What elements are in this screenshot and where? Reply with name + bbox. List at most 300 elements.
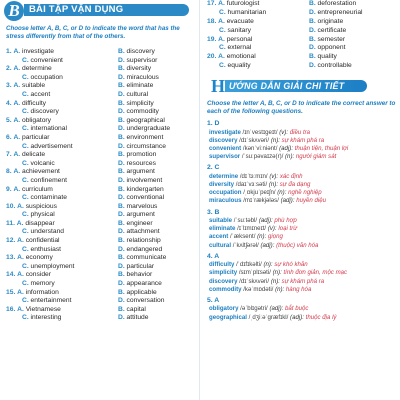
vocab-line: [201, 173, 400, 181]
option-c: [22, 297, 71, 306]
vocab-line: [201, 225, 400, 233]
option-letter: C.: [22, 176, 31, 184]
option-letter: A.: [13, 99, 22, 107]
option-text: consider: [25, 271, 51, 279]
vocab-ipa: /dɪˈtɜːmɪn/: [239, 172, 268, 180]
option-text: occupation: [30, 73, 63, 81]
question-row: [201, 53, 400, 62]
vocab-word: simplicity: [209, 269, 238, 277]
vocab-pos: (n):: [268, 180, 279, 188]
option-d: [309, 44, 345, 53]
vocab-ipa: /dɪˈskʌvəri/: [239, 277, 270, 285]
vocab-line: [201, 197, 400, 205]
question-number: 6.: [6, 133, 12, 141]
option-text: information: [25, 288, 59, 296]
option-c: [22, 194, 67, 203]
option-letter: D.: [309, 26, 318, 34]
option-text: discovery: [126, 48, 155, 55]
option-d: [118, 143, 166, 152]
question-number: 13.: [6, 254, 16, 262]
option-letter: C.: [22, 314, 31, 322]
option-letter: D.: [118, 108, 127, 116]
option-c: [22, 108, 59, 117]
option-letter: A.: [13, 65, 22, 73]
answer-block: [201, 120, 400, 163]
option-letter: C.: [219, 62, 228, 70]
question-row: [0, 143, 200, 152]
vocab-meaning: hàng hóa: [285, 285, 312, 293]
option-b: [309, 18, 343, 27]
question-row: [0, 271, 200, 280]
vocab-word: discovery: [209, 277, 238, 285]
vocab-meaning: huyền diệu: [296, 197, 327, 205]
vocab-meaning: sự khám phá ra: [281, 136, 325, 144]
question-item: [0, 48, 200, 65]
option-text: kindergarten: [126, 185, 164, 193]
option-text: economy: [25, 254, 53, 262]
spacer: [201, 250, 400, 252]
option-a: [207, 36, 252, 45]
question-item: [0, 82, 200, 99]
option-letter: A.: [17, 254, 26, 262]
option-text: unemployment: [30, 262, 75, 270]
option-text: particular: [126, 262, 155, 270]
option-b: [118, 82, 153, 91]
option-text: applicable: [126, 288, 157, 296]
question-number: 12.: [6, 237, 16, 245]
option-text: originate: [317, 17, 344, 25]
option-b: [118, 134, 163, 143]
option-letter: C.: [22, 228, 31, 236]
option-text: geographical: [126, 116, 165, 124]
question-row: [201, 62, 400, 71]
question-item: [0, 168, 200, 185]
spacer: [201, 161, 400, 163]
option-b: [309, 36, 345, 45]
vocab-word: investigate: [209, 128, 241, 136]
question-row: [201, 36, 400, 45]
vocab-line: [201, 233, 400, 241]
question-number: 18.: [207, 17, 217, 25]
option-a: [207, 0, 259, 9]
vocab-meaning: thuận tiện, thuận lợi: [294, 144, 349, 152]
vocab-ipa: /ɪˈlɪmɪneɪt/: [237, 225, 267, 233]
question-row: [0, 220, 200, 229]
option-text: endangered: [126, 245, 163, 253]
question-item: [0, 203, 200, 220]
option-b: [118, 220, 153, 229]
question-number: 14.: [6, 271, 16, 279]
option-text: understand: [30, 228, 65, 236]
option-c: [22, 211, 55, 220]
option-text: appearance: [126, 280, 162, 288]
option-letter: D.: [309, 62, 318, 70]
vocab-meaning: sự khó khăn: [274, 261, 308, 269]
question-row: [0, 82, 200, 91]
option-letter: D.: [118, 262, 127, 270]
option-text: entertainment: [30, 297, 72, 305]
option-b: [118, 186, 164, 195]
option-text: undergraduate: [126, 125, 171, 133]
question-row: [0, 254, 200, 263]
option-letter: D.: [118, 159, 127, 167]
question-row: [0, 65, 200, 74]
option-text: miraculous: [126, 73, 159, 81]
option-text: quality: [317, 53, 337, 61]
answer-label: 3. B: [207, 208, 220, 216]
option-b: [309, 0, 356, 9]
option-b: [118, 151, 156, 160]
vocab-pos: (adj):: [258, 216, 273, 224]
option-c: [219, 44, 251, 53]
option-a: [6, 237, 60, 246]
question-row: [0, 306, 200, 315]
question-row: [0, 168, 200, 177]
question-item: [0, 271, 200, 288]
answer-column: [201, 0, 400, 324]
option-text: sanitary: [227, 26, 251, 34]
vocab-meaning: phù hợp: [274, 216, 297, 224]
option-text: particular: [21, 133, 50, 141]
question-row: [0, 211, 200, 220]
vocab-meaning: giọng: [267, 233, 283, 241]
option-a: [6, 289, 59, 298]
option-letter: D.: [118, 73, 127, 81]
option-letter: B.: [118, 271, 127, 279]
option-letter: B.: [118, 168, 127, 176]
vocab-line: [201, 189, 400, 197]
section-title: BÀI TẬP VẬN DỤNG: [24, 4, 189, 16]
question-number: 20.: [207, 53, 217, 61]
option-a: [6, 82, 45, 91]
answer-label: 5. A: [207, 297, 220, 304]
option-c: [22, 246, 61, 255]
question-row: [0, 151, 200, 160]
option-letter: B.: [118, 48, 127, 55]
vocab-pos: (n):: [275, 285, 285, 293]
question-row: [0, 91, 200, 100]
option-letter: D.: [118, 56, 127, 64]
option-text: external: [227, 44, 252, 52]
option-d: [118, 228, 160, 237]
question-row: [201, 27, 400, 36]
vocab-word: determine: [209, 172, 239, 180]
answer-block: [201, 209, 400, 252]
option-text: difficulty: [21, 99, 47, 107]
option-text: memory: [30, 280, 55, 288]
option-letter: D.: [309, 44, 318, 52]
vocab-pos: (n):: [272, 269, 282, 277]
option-d: [309, 27, 346, 36]
answer-block: [201, 164, 400, 207]
question-row: [0, 48, 200, 57]
option-text: curriculum: [21, 185, 53, 193]
option-letter: D.: [118, 297, 127, 305]
option-letter: A.: [17, 271, 26, 279]
vocab-pos: (n):: [285, 153, 295, 161]
option-letter: C.: [22, 90, 31, 98]
option-text: physical: [30, 211, 55, 219]
vocab-meaning: tính đơn giản, mộc mạc: [283, 269, 348, 277]
option-text: conventional: [126, 194, 165, 202]
question-list-continued: [201, 0, 400, 71]
option-b: [118, 48, 155, 57]
option-letter: C.: [219, 8, 228, 16]
vocab-pos: (n):: [263, 261, 273, 269]
vocab-pos: (adj):: [279, 144, 294, 152]
vocab-ipa: /ˌɒkjuˈpeɪʃn/: [243, 189, 276, 197]
vocab-word: miraculous: [209, 197, 242, 205]
question-number: 19.: [207, 35, 217, 43]
option-letter: A.: [13, 48, 22, 55]
option-a: [6, 65, 52, 74]
option-d: [118, 91, 148, 100]
option-letter: D.: [118, 176, 127, 184]
question-row: [0, 314, 200, 323]
option-b: [118, 306, 146, 315]
option-d: [118, 57, 157, 66]
option-letter: A.: [218, 0, 227, 7]
option-letter: C.: [22, 280, 31, 288]
vocab-line: [201, 181, 400, 189]
vocab-word: cultural: [209, 241, 232, 249]
question-item: [0, 151, 200, 168]
option-text: achievement: [21, 168, 60, 176]
option-letter: C.: [22, 245, 31, 253]
option-text: personal: [226, 35, 253, 43]
option-letter: D.: [118, 314, 127, 322]
vocab-line: [201, 129, 400, 137]
option-text: conversation: [126, 297, 165, 305]
option-letter: B.: [118, 202, 127, 210]
option-c: [219, 62, 251, 71]
question-number: 4.: [6, 99, 12, 107]
question-row: [201, 0, 400, 9]
option-d: [118, 177, 162, 186]
question-row: [201, 9, 400, 18]
option-letter: C.: [22, 125, 31, 133]
option-text: entrepreneurial: [317, 8, 363, 16]
question-number: 16.: [6, 305, 16, 313]
option-text: relationship: [126, 237, 161, 245]
option-a: [6, 220, 55, 229]
option-text: communicate: [126, 254, 167, 262]
option-b: [118, 237, 161, 246]
option-text: advertisement: [30, 142, 73, 150]
vocab-pos: (n):: [277, 189, 287, 197]
option-text: evacuate: [226, 17, 254, 25]
option-text: humanitarian: [227, 8, 267, 16]
option-letter: D.: [309, 8, 318, 16]
vocab-pos: (n):: [257, 233, 267, 241]
question-row: [0, 246, 200, 255]
option-text: circumstance: [126, 142, 166, 150]
option-letter: C.: [22, 142, 31, 150]
vocab-ipa: /ˈdɪfɪkəlti/: [236, 261, 262, 269]
option-letter: B.: [118, 288, 127, 296]
option-text: suspicious: [25, 202, 57, 210]
option-letter: B.: [309, 35, 318, 43]
option-text: capital: [126, 305, 146, 313]
vocab-ipa: /kəˈmɒdəti/: [243, 285, 274, 293]
question-row: [0, 289, 200, 298]
question-row: [0, 125, 200, 134]
vocab-meaning: loại trừ: [278, 225, 298, 233]
question-number: 2.: [6, 65, 12, 73]
option-text: contaminate: [30, 194, 67, 202]
option-c: [22, 74, 63, 83]
question-number: 1.: [6, 48, 12, 55]
question-item: [0, 220, 200, 237]
option-c: [22, 228, 64, 237]
vocab-meaning: bắt buộc: [285, 305, 309, 313]
option-text: simplicity: [126, 99, 154, 107]
question-item: [0, 134, 200, 151]
option-text: determine: [21, 65, 52, 73]
question-number: 10.: [6, 202, 16, 210]
question-item: [0, 65, 200, 82]
question-row: [0, 74, 200, 83]
option-text: delicate: [21, 151, 46, 159]
option-b: [118, 117, 165, 126]
vocab-meaning: sự khám phá ra: [281, 277, 325, 285]
answer-block: [201, 297, 400, 324]
vocab-line: [201, 314, 400, 322]
option-letter: A.: [16, 219, 26, 227]
option-letter: B.: [309, 0, 318, 7]
option-letter: D.: [118, 211, 127, 219]
question-row: [0, 263, 200, 272]
question-number: 17.: [207, 0, 217, 7]
option-letter: C.: [22, 159, 31, 167]
vocab-line: [201, 137, 400, 145]
option-text: certificate: [317, 26, 347, 34]
vocab-ipa: /ˌdʒiːəˈɡræfɪkl/: [248, 313, 289, 321]
vocab-line: [201, 305, 400, 313]
vocab-line: [201, 269, 400, 277]
option-text: diversity: [126, 65, 152, 73]
answer-label: 2. C: [207, 164, 220, 172]
vocab-word: difficulty: [209, 261, 235, 269]
option-text: eliminate: [126, 82, 154, 90]
vocab-word: convenient: [209, 144, 242, 152]
option-a: [6, 151, 45, 160]
option-text: attitude: [126, 314, 149, 322]
question-item: [0, 237, 200, 254]
option-letter: A.: [218, 53, 227, 61]
vocab-ipa: /sɪmˈplɪsəti/: [238, 269, 271, 277]
option-b: [118, 168, 155, 177]
option-letter: B.: [118, 82, 127, 90]
option-d: [309, 9, 363, 18]
question-row: [201, 44, 400, 53]
option-text: equality: [227, 62, 251, 70]
vocab-word: obligatory: [209, 305, 239, 313]
answer-label: 1. D: [207, 120, 220, 128]
option-c: [22, 57, 63, 66]
section-header: [0, 0, 200, 23]
option-text: marvelous: [126, 202, 158, 210]
spacer: [201, 294, 400, 296]
question-row: [0, 186, 200, 195]
option-d: [118, 108, 159, 117]
vocab-line: [201, 278, 400, 286]
option-text: international: [30, 125, 67, 133]
vocab-meaning: điều tra: [289, 128, 311, 136]
question-item: [0, 306, 200, 323]
vocab-meaning: nghề nghiệp: [288, 189, 322, 197]
question-row: [0, 100, 200, 109]
option-a: [6, 306, 61, 315]
vocab-ipa: /ˈæksent/: [230, 233, 256, 241]
solution-instruction: Choose the letter A, B, C, or D to indicate the correct answer to each of the following questions.: [207, 100, 396, 115]
option-d: [118, 314, 148, 323]
spacer: [201, 322, 400, 324]
vocab-ipa: /mɪˈrækjələs/: [243, 197, 279, 205]
option-d: [118, 297, 164, 306]
option-text: emotional: [226, 53, 256, 61]
vocab-pos: (adj):: [269, 305, 284, 313]
question-row: [0, 57, 200, 66]
option-text: Vietnamese: [25, 305, 61, 313]
option-text: interesting: [30, 314, 62, 322]
question-item: [201, 18, 400, 36]
vocab-pos: (n):: [270, 136, 280, 144]
instruction-text: Choose letter A, B, C, or D to indicate the word that has the stress differently from that of the others.: [6, 25, 180, 40]
vocab-ipa: /ˈkʌltʃərəl/: [232, 241, 259, 249]
vocab-pos: (v):: [267, 225, 277, 233]
vocab-ipa: /dɪˈskʌvəri/: [239, 136, 270, 144]
option-text: confidential: [25, 237, 60, 245]
option-c: [22, 280, 55, 289]
option-a: [6, 271, 51, 280]
question-row: [0, 108, 200, 117]
option-letter: C.: [219, 26, 228, 34]
option-b: [118, 289, 157, 298]
option-text: suitable: [21, 82, 46, 90]
vocab-ipa: /ˈsuːtəbl/: [233, 216, 258, 224]
option-text: semester: [317, 35, 346, 43]
option-letter: B.: [118, 133, 127, 141]
option-letter: B.: [118, 99, 127, 107]
vocab-word: accent: [209, 233, 229, 241]
question-item: [201, 53, 400, 71]
vocab-word: commodity: [209, 285, 242, 293]
option-letter: B.: [118, 237, 127, 245]
option-letter: D.: [118, 142, 127, 150]
question-number: 11.: [6, 219, 15, 227]
option-a: [6, 254, 53, 263]
option-text: deforestation: [317, 0, 357, 7]
option-text: opponent: [317, 44, 346, 52]
option-d: [118, 280, 162, 289]
option-b: [118, 203, 157, 212]
option-text: confinement: [30, 176, 67, 184]
question-item: [201, 36, 400, 54]
option-c: [219, 27, 251, 36]
vocab-ipa: /kənˈviːniənt/: [242, 144, 278, 152]
option-letter: B.: [118, 219, 127, 227]
option-text: attachment: [126, 228, 160, 236]
option-letter: D.: [118, 125, 127, 133]
option-letter: C.: [219, 44, 228, 52]
option-text: promotion: [126, 151, 157, 159]
question-number: 9.: [6, 185, 12, 193]
option-letter: B.: [118, 65, 127, 73]
question-row: [0, 134, 200, 143]
question-number: 5.: [6, 116, 12, 124]
question-item: [201, 0, 400, 18]
